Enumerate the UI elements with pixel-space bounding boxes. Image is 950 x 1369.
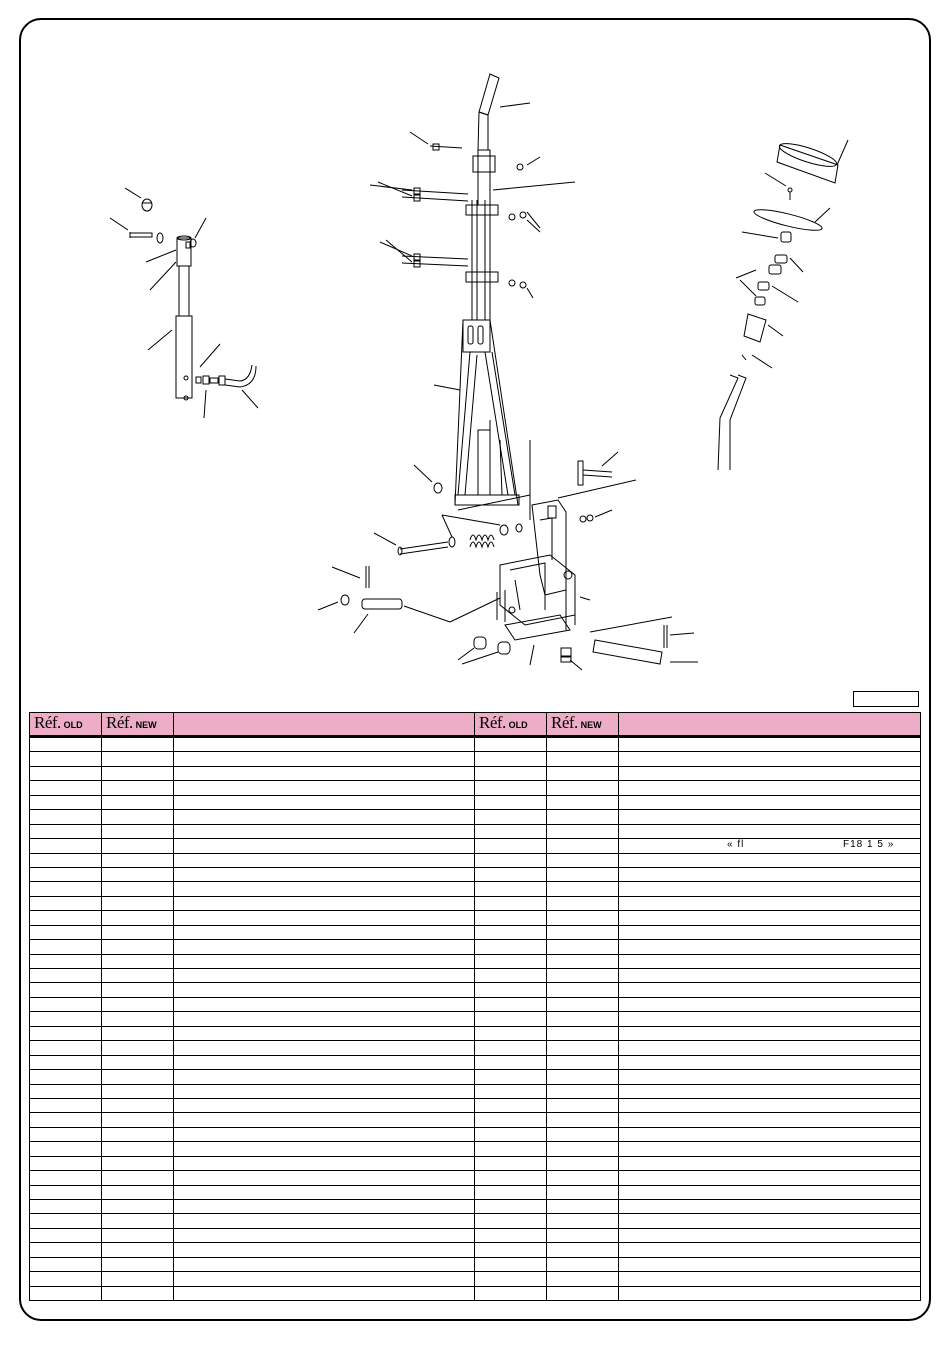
table-cell (547, 810, 619, 824)
table-cell (619, 824, 921, 838)
table-cell (475, 795, 547, 809)
table-cell (475, 1113, 547, 1127)
table-cell (174, 839, 475, 853)
table-row (30, 1257, 921, 1271)
table-row (30, 824, 921, 838)
table-cell (547, 1026, 619, 1040)
table-cell (619, 1070, 921, 1084)
table-cell (547, 1272, 619, 1286)
table-row (30, 1171, 921, 1185)
table-cell (619, 1113, 921, 1127)
table-cell (619, 940, 921, 954)
table-cell (30, 1228, 102, 1242)
table-cell (547, 839, 619, 853)
table-cell (547, 1228, 619, 1242)
table-cell (30, 954, 102, 968)
table-row (30, 1272, 921, 1286)
table-cell (102, 997, 174, 1011)
table-cell (547, 1156, 619, 1170)
table-cell (102, 1228, 174, 1242)
table-row (30, 911, 921, 925)
header-description-2 (619, 713, 921, 737)
table-cell (475, 1185, 547, 1199)
table-cell (547, 1185, 619, 1199)
table-cell (30, 1156, 102, 1170)
table-body (30, 737, 921, 1301)
table-cell (102, 954, 174, 968)
note-right-text: F18 1 5 » (843, 839, 895, 851)
table-row (30, 737, 921, 752)
table-cell (475, 954, 547, 968)
table-row (30, 969, 921, 983)
table-cell (475, 1041, 547, 1055)
table-cell (102, 1026, 174, 1040)
table-cell (547, 1041, 619, 1055)
table-row (30, 766, 921, 780)
table-cell (475, 969, 547, 983)
table-cell (547, 1084, 619, 1098)
table-cell (102, 1055, 174, 1069)
table-cell (475, 1286, 547, 1300)
table-cell (30, 969, 102, 983)
table-cell (102, 1272, 174, 1286)
table-cell (174, 983, 475, 997)
table-cell (475, 839, 547, 853)
table-cell (102, 795, 174, 809)
table-cell (475, 1257, 547, 1271)
table-cell (174, 1228, 475, 1242)
table-cell (174, 766, 475, 780)
table-cell (174, 911, 475, 925)
table-cell (174, 896, 475, 910)
table-cell (102, 1070, 174, 1084)
table-cell (619, 1214, 921, 1228)
table-cell (102, 983, 174, 997)
table-cell (102, 839, 174, 853)
table-cell (547, 1055, 619, 1069)
table-cell (475, 940, 547, 954)
table-cell (619, 810, 921, 824)
table-cell (30, 940, 102, 954)
table-cell (619, 1156, 921, 1170)
table-cell (174, 925, 475, 939)
table-cell (102, 1286, 174, 1300)
table-cell (102, 853, 174, 867)
table-cell (475, 810, 547, 824)
table-cell (475, 1142, 547, 1156)
table-cell (475, 1214, 547, 1228)
table-cell (174, 752, 475, 766)
table-cell (30, 1171, 102, 1185)
table-cell (547, 795, 619, 809)
table-cell (30, 997, 102, 1011)
table-cell (102, 1243, 174, 1257)
table-cell (174, 795, 475, 809)
table-row (30, 1228, 921, 1242)
table-row (30, 940, 921, 954)
table-cell (102, 781, 174, 795)
table-cell (174, 1171, 475, 1185)
table-cell (619, 911, 921, 925)
table-cell (102, 766, 174, 780)
table-cell (547, 1070, 619, 1084)
table-cell (547, 1113, 619, 1127)
table-cell (102, 1041, 174, 1055)
table-cell (475, 983, 547, 997)
table-row (30, 954, 921, 968)
table-row (30, 925, 921, 939)
table-cell (547, 1127, 619, 1141)
table-row (30, 1070, 921, 1084)
table-cell (102, 969, 174, 983)
table-row (30, 1084, 921, 1098)
table-cell (30, 810, 102, 824)
table-cell (547, 1012, 619, 1026)
table-row (30, 1214, 921, 1228)
table-cell (619, 1286, 921, 1300)
left-column-assembly (110, 188, 258, 418)
header-ref-old-2: Réf. OLD (475, 713, 547, 737)
table-cell (102, 1127, 174, 1141)
table-cell (102, 1113, 174, 1127)
table-cell (547, 925, 619, 939)
table-cell (475, 824, 547, 838)
table-cell (174, 969, 475, 983)
table-cell (475, 882, 547, 896)
table-row (30, 1286, 921, 1300)
table-cell (619, 1142, 921, 1156)
table-row (30, 983, 921, 997)
table-cell (30, 1055, 102, 1069)
table-cell (619, 1098, 921, 1112)
table-cell (30, 1041, 102, 1055)
table-cell (547, 781, 619, 795)
table-cell (547, 997, 619, 1011)
table-cell (30, 1214, 102, 1228)
table-cell (174, 1185, 475, 1199)
table-cell (547, 1286, 619, 1300)
table-cell (619, 853, 921, 867)
table-cell (30, 766, 102, 780)
table-cell (619, 997, 921, 1011)
table-row (30, 1055, 921, 1069)
table-cell (475, 867, 547, 881)
table-cell (30, 1113, 102, 1127)
table-cell (475, 1012, 547, 1026)
table-row (30, 810, 921, 824)
table-cell (475, 853, 547, 867)
table-cell (174, 1243, 475, 1257)
table-cell (619, 766, 921, 780)
table-cell (547, 1098, 619, 1112)
table-cell (547, 766, 619, 780)
table-cell (619, 1200, 921, 1214)
table-cell (102, 1171, 174, 1185)
note-left-text: « fl (727, 839, 745, 851)
table-cell (475, 752, 547, 766)
table-cell (102, 824, 174, 838)
table-cell (547, 1171, 619, 1185)
table-cell (475, 1098, 547, 1112)
table-cell (30, 1142, 102, 1156)
table-cell (102, 896, 174, 910)
table-cell (102, 1084, 174, 1098)
table-row (30, 1113, 921, 1127)
table-cell (619, 954, 921, 968)
table-cell (30, 1012, 102, 1026)
table-cell (30, 1286, 102, 1300)
header-ref-new-2: Réf. NEW (547, 713, 619, 737)
table-cell (30, 1272, 102, 1286)
table-cell (619, 1272, 921, 1286)
table-cell (475, 781, 547, 795)
table-row (30, 882, 921, 896)
table-cell (174, 1272, 475, 1286)
table-cell (30, 1026, 102, 1040)
table-cell (475, 925, 547, 939)
table-cell (174, 997, 475, 1011)
table-cell (547, 882, 619, 896)
table-cell (619, 1055, 921, 1069)
center-frame-assembly (318, 74, 698, 670)
table-cell (30, 737, 102, 752)
header-ref-old: Réf. OLD (30, 713, 102, 737)
table-cell (174, 824, 475, 838)
table-row (30, 853, 921, 867)
table-cell (30, 824, 102, 838)
table-cell (174, 1156, 475, 1170)
table-cell (174, 1070, 475, 1084)
table-cell (619, 969, 921, 983)
table-row (30, 896, 921, 910)
table-cell (30, 1070, 102, 1084)
table-cell (475, 1084, 547, 1098)
table-cell (619, 1228, 921, 1242)
table-cell (475, 1026, 547, 1040)
table-cell (30, 1243, 102, 1257)
table-cell (174, 1142, 475, 1156)
table-cell (102, 1142, 174, 1156)
table-cell (619, 737, 921, 752)
table-cell (102, 911, 174, 925)
table-row (30, 1185, 921, 1199)
table-cell (30, 1127, 102, 1141)
table-cell (174, 1200, 475, 1214)
table-row (30, 1012, 921, 1026)
table-cell (30, 1084, 102, 1098)
table-row (30, 1142, 921, 1156)
table-cell (619, 839, 921, 853)
table-row (30, 1200, 921, 1214)
table-cell (174, 1084, 475, 1098)
table-cell (30, 1200, 102, 1214)
table-cell (547, 969, 619, 983)
table-cell (475, 1055, 547, 1069)
table-cell (174, 1286, 475, 1300)
table-cell (475, 1243, 547, 1257)
table-cell (30, 1185, 102, 1199)
table-cell (102, 1185, 174, 1199)
table-cell (547, 737, 619, 752)
table-cell (547, 752, 619, 766)
table-cell (174, 1257, 475, 1271)
table-cell (475, 1127, 547, 1141)
table-cell (102, 1012, 174, 1026)
table-cell (174, 1026, 475, 1040)
table-cell (102, 737, 174, 752)
table-cell (547, 824, 619, 838)
table-cell (547, 867, 619, 881)
table-cell (102, 1257, 174, 1271)
table-cell (102, 752, 174, 766)
table-row (30, 752, 921, 766)
table-cell (174, 810, 475, 824)
table-cell (102, 1156, 174, 1170)
table-row (30, 839, 921, 853)
table-cell (619, 896, 921, 910)
table-row (30, 867, 921, 881)
table-cell (619, 1171, 921, 1185)
table-row (30, 997, 921, 1011)
table-cell (475, 1272, 547, 1286)
table-cell (174, 940, 475, 954)
table-cell (547, 1243, 619, 1257)
table-cell (30, 781, 102, 795)
table-cell (547, 1200, 619, 1214)
table-header-row (30, 713, 921, 737)
table-cell (619, 925, 921, 939)
table-cell (547, 911, 619, 925)
table-cell (547, 1257, 619, 1271)
table-cell (475, 1200, 547, 1214)
table-cell (619, 1041, 921, 1055)
parts-table (29, 712, 921, 1301)
table-cell (619, 1084, 921, 1098)
table-cell (102, 940, 174, 954)
table-cell (102, 1098, 174, 1112)
table-cell (619, 795, 921, 809)
table-cell (547, 1214, 619, 1228)
table-cell (102, 1214, 174, 1228)
table-cell (30, 896, 102, 910)
table-cell (30, 1098, 102, 1112)
table-cell (30, 1257, 102, 1271)
table-cell (619, 1243, 921, 1257)
table-cell (475, 896, 547, 910)
table-cell (174, 1113, 475, 1127)
table-cell (174, 1214, 475, 1228)
table-cell (174, 781, 475, 795)
table-cell (102, 1200, 174, 1214)
table-row (30, 795, 921, 809)
table-cell (30, 867, 102, 881)
table-cell (619, 867, 921, 881)
table-cell (102, 882, 174, 896)
header-description (174, 713, 475, 737)
table-cell (475, 997, 547, 1011)
table-cell (547, 896, 619, 910)
table-cell (174, 1098, 475, 1112)
table-cell (475, 911, 547, 925)
table-cell (547, 983, 619, 997)
table-cell (30, 925, 102, 939)
table-cell (619, 882, 921, 896)
table-cell (30, 882, 102, 896)
table-cell (475, 1171, 547, 1185)
table-cell (30, 795, 102, 809)
table-cell (174, 853, 475, 867)
table-cell (102, 810, 174, 824)
table-row (30, 1026, 921, 1040)
table-cell (547, 1142, 619, 1156)
table-cell (475, 766, 547, 780)
table-cell (174, 882, 475, 896)
table-cell (475, 737, 547, 752)
table-cell (475, 1228, 547, 1242)
table-cell (547, 853, 619, 867)
table-cell (619, 1185, 921, 1199)
table-cell (174, 954, 475, 968)
reference-tag-box (853, 691, 919, 707)
table-row (30, 781, 921, 795)
table-cell (174, 1127, 475, 1141)
table-row (30, 1041, 921, 1055)
table-cell (174, 1012, 475, 1026)
table-cell (30, 911, 102, 925)
table-cell (30, 839, 102, 853)
table-cell (30, 853, 102, 867)
table-cell (174, 1041, 475, 1055)
table-cell (30, 752, 102, 766)
table-row (30, 1156, 921, 1170)
header-ref-new: Réf. NEW (102, 713, 174, 737)
table-cell (547, 954, 619, 968)
table-cell (619, 1012, 921, 1026)
table-cell (30, 983, 102, 997)
table-cell (174, 737, 475, 752)
table-cell (475, 1070, 547, 1084)
table-row (30, 1243, 921, 1257)
table-cell (102, 867, 174, 881)
table-cell (102, 925, 174, 939)
table-cell (619, 1127, 921, 1141)
table-cell (619, 1257, 921, 1271)
table-cell (174, 867, 475, 881)
table-row (30, 1098, 921, 1112)
table-row (30, 1127, 921, 1141)
table-cell (619, 781, 921, 795)
table-cell (619, 1026, 921, 1040)
table-cell (619, 752, 921, 766)
table-cell (547, 940, 619, 954)
table-cell (475, 1156, 547, 1170)
table-cell (174, 1055, 475, 1069)
table-cell (619, 983, 921, 997)
right-cap-assembly (718, 139, 848, 470)
